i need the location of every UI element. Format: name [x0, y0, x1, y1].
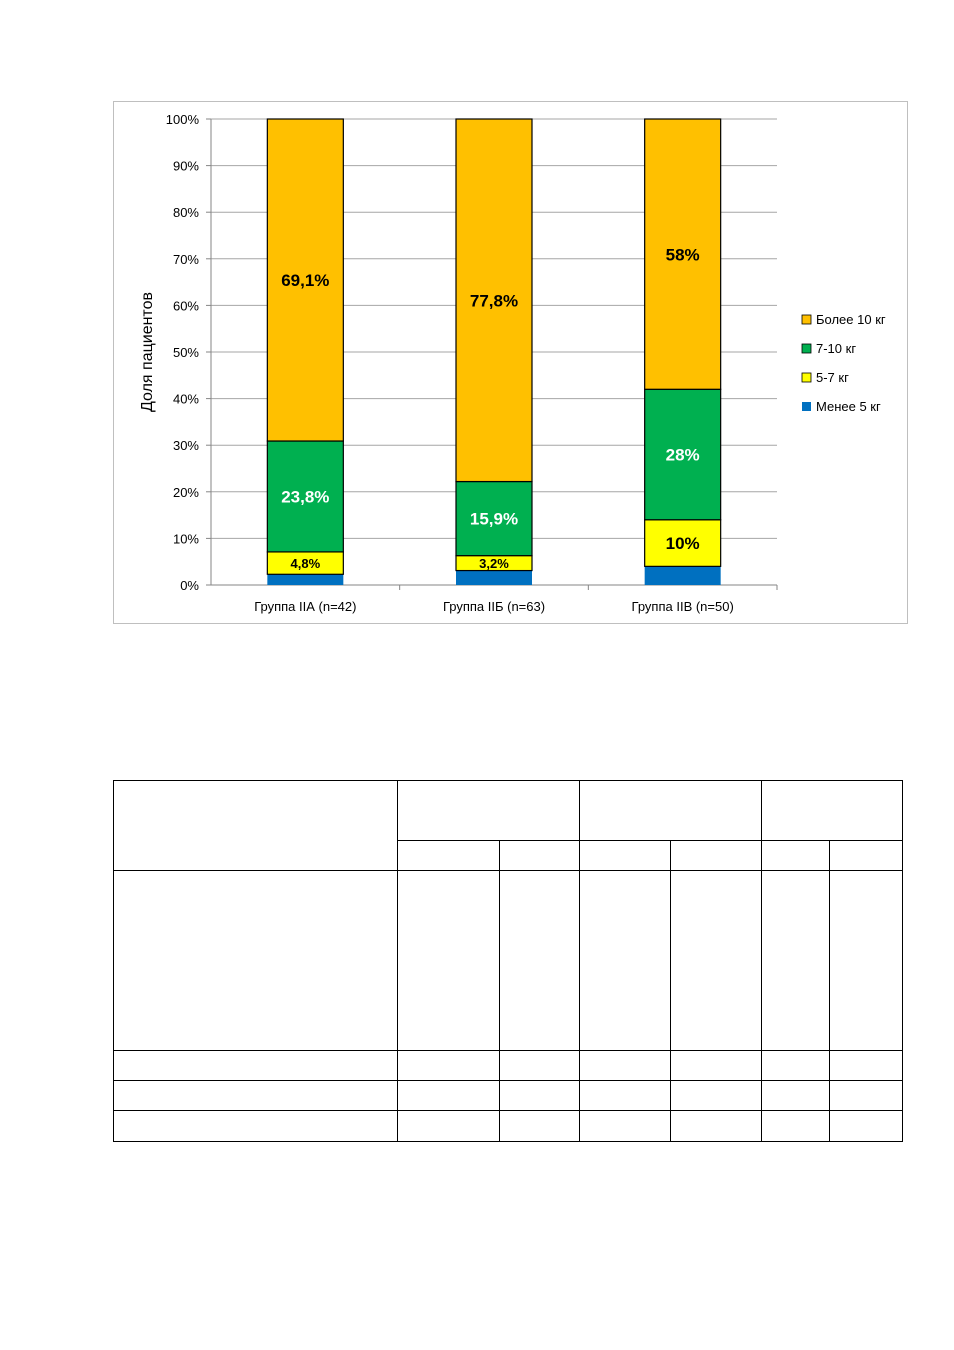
table-cell: [500, 1081, 580, 1111]
table-cell: [830, 1111, 903, 1142]
legend-swatch: [802, 315, 811, 324]
y-tick-label: 60%: [172, 298, 199, 314]
table-header-row: [114, 781, 903, 841]
table-cell: [671, 1111, 762, 1142]
legend-label: 7-10 кг: [816, 341, 857, 356]
table-cell: [830, 841, 903, 871]
data-label: 15,9%: [469, 509, 519, 529]
table-cell: [762, 1111, 830, 1142]
y-tick-label: 70%: [172, 251, 199, 267]
table-cell: [671, 871, 762, 1051]
table-row: [114, 871, 903, 1051]
table-cell: [500, 1051, 580, 1081]
table-cell: [114, 1051, 398, 1081]
table-cell: [671, 841, 762, 871]
table-cell: [580, 781, 762, 841]
legend-label: Более 10 кг: [816, 312, 886, 327]
y-tick-label: 10%: [172, 531, 199, 547]
data-label: 58%: [665, 245, 700, 265]
x-tick-label: Группа IIА (n=42): [254, 599, 357, 614]
legend-swatch: [802, 344, 811, 353]
table-cell: [830, 1081, 903, 1111]
table-cell: [580, 1081, 671, 1111]
table-cell: [762, 1081, 830, 1111]
table-cell: [580, 1051, 671, 1081]
empty-data-table: [113, 780, 903, 1142]
table-cell: [398, 781, 580, 841]
table-cell: [398, 1081, 500, 1111]
table-cell: [671, 1051, 762, 1081]
data-label: 28%: [665, 445, 700, 465]
table-cell: [114, 871, 398, 1051]
table-cell: [762, 1051, 830, 1081]
table-cell: [398, 871, 500, 1051]
x-tick-label: Группа IIВ (n=50): [631, 599, 734, 614]
data-label: 23,8%: [281, 487, 330, 507]
y-tick-label: 0%: [180, 578, 199, 593]
table-cell: [762, 841, 830, 871]
table-cell: [830, 1051, 903, 1081]
table-cell: [398, 1051, 500, 1081]
table-cell: [500, 1111, 580, 1142]
y-tick-label: 50%: [172, 345, 199, 360]
legend-swatch: [802, 373, 811, 382]
table-cell: [500, 841, 580, 871]
y-axis-title: Доля пациентов: [139, 292, 156, 412]
table-cell: [830, 871, 903, 1051]
y-tick-label: 90%: [172, 158, 199, 174]
data-label: 77,8%: [469, 291, 519, 311]
legend-swatch: [802, 402, 811, 411]
table-row: [114, 1051, 903, 1081]
bar-segment: [645, 566, 721, 585]
y-tick-label: 20%: [172, 484, 199, 500]
table-cell: [114, 1111, 398, 1142]
y-tick-label: 80%: [172, 205, 199, 221]
data-label: 3,2%: [479, 555, 509, 571]
table-cell: [398, 1111, 500, 1142]
table-cell: [114, 1081, 398, 1111]
table-cell: [671, 1081, 762, 1111]
table-row: [114, 1111, 903, 1142]
table-cell: [762, 871, 830, 1051]
table-cell: [580, 841, 671, 871]
bar-segment: [456, 571, 532, 585]
y-tick-label: 100%: [165, 112, 199, 127]
table-cell: [580, 1111, 671, 1142]
data-label: 4,8%: [290, 555, 321, 571]
table-cell: [398, 841, 500, 871]
table-cell: [762, 781, 903, 841]
data-label: 69,1%: [281, 271, 330, 291]
x-tick-label: Группа IIБ (n=63): [442, 599, 546, 614]
data-label: 10%: [665, 534, 700, 554]
table-cell: [580, 871, 671, 1051]
legend-label: Менее 5 кг: [816, 399, 881, 414]
y-tick-label: 30%: [172, 438, 199, 454]
table-cell: [500, 871, 580, 1051]
legend-label: 5-7 кг: [816, 370, 849, 385]
y-tick-label: 40%: [172, 391, 199, 407]
bar-segment: [267, 574, 343, 585]
table-cell: [114, 781, 398, 871]
table-row: [114, 1081, 903, 1111]
